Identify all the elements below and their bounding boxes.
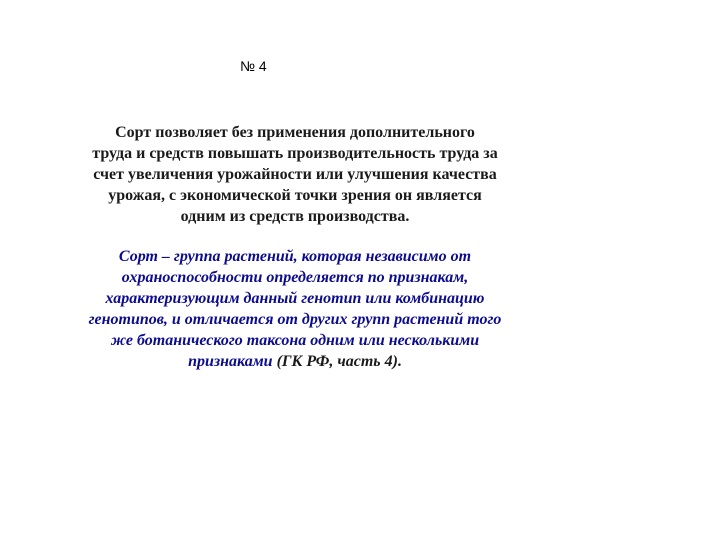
definition-line: характеризующим данный генотип или комбинацию: [105, 290, 485, 307]
text-line: урожая, с экономической точки зрения он является: [108, 187, 482, 204]
definition-line-end: признаками: [188, 353, 273, 370]
paragraph-variety-definition: [40, 246, 550, 372]
definition-line: охраноспособности определяется по признакам,: [121, 269, 469, 286]
text-line: счет увеличения урожайности или улучшения качества: [93, 166, 497, 183]
text-line: одним из средств производства.: [180, 208, 410, 225]
definition-last-line: [40, 351, 550, 372]
definition-line: генотипов, и отличается от других групп растений того: [88, 311, 502, 328]
paragraph-variety-economics: [50, 122, 540, 227]
text-line: труда и средств повышать производительность труда за: [92, 145, 498, 162]
definition-line: Сорт – группа растений, которая независимо от: [118, 248, 472, 265]
text-line: Сорт позволяет без применения дополнительного: [115, 124, 475, 141]
definition-line: же ботанического таксона одним или несколькими: [110, 332, 480, 349]
legal-reference: (ГК РФ, часть 4).: [272, 353, 402, 370]
slide-number: № 4: [240, 58, 267, 74]
